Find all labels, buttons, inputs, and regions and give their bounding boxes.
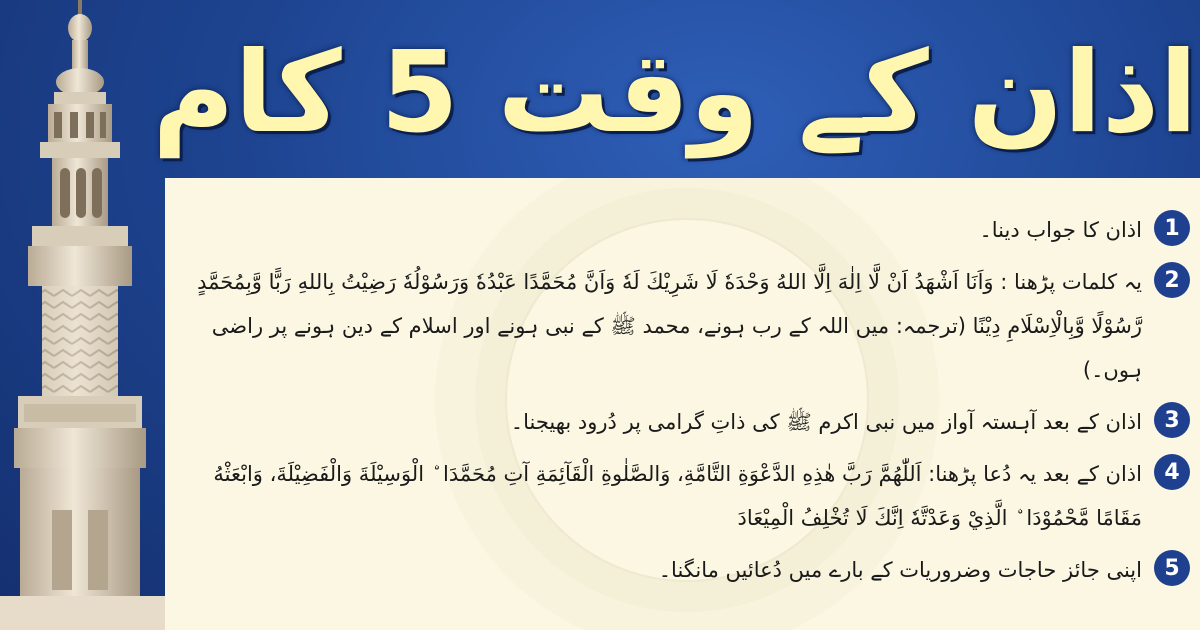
list-item bbox=[165, 208, 1200, 252]
item-text: اذان کے بعد یہ دُعا پڑھنا: اَللّٰهُمَّ رَبَّ هٰذِهِ الدَّعْوَةِ التَّامَّةِ، وَالصَّلٰوةِ الْقَآئِمَةِ آتِ مُحَمَّدَا ۨ الْوَسِيْلَةَ وَالْفَضِيْلَةَ، وَابْعَثْهُ مَقَامًا مَّحْمُوْدَا ۨ الَّذِيْ وَعَدْتَّهٗ اِنَّكَ لَا تُخْلِفُ الْمِيْعَادَ bbox=[213, 462, 1142, 530]
number-badge: 4 bbox=[1154, 454, 1190, 490]
list-item bbox=[165, 452, 1200, 540]
instructions-list bbox=[165, 208, 1200, 600]
minaret-illustration bbox=[0, 0, 165, 630]
number-badge: 5 bbox=[1154, 550, 1190, 586]
item-text: یہ کلمات پڑھنا : وَاَنَا اَشْهَدُ اَنْ لَّا اِلٰهَ اِلَّا اللهُ وَحْدَهٗ لَا شَرِيْكَ لَهٗ وَاَنَّ مُحَمَّدًا عَبْدُهٗ وَرَسُوْلُهٗ رَضِيْتُ بِاللهِ رَبًّا وَّبِمُحَمَّدٍ رَّسُوْلًا وَّبِالْاِسْلَامِ دِيْنًا (ترجمہ: میں اللہ کے رب ہونے، محمد ﷺ کے نبی ہونے اور اسلام کے دین ہونے پر راضی ہوں۔) bbox=[197, 270, 1142, 382]
item-text: اذان کے بعد آہستہ آواز میں نبی اکرم ﷺ کی ذاتِ گرامی پر دُرود بھیجنا۔ bbox=[510, 410, 1142, 434]
list-item bbox=[165, 260, 1200, 392]
page-title: اذان کے وقت 5 کام bbox=[152, 28, 1198, 158]
content-panel bbox=[165, 178, 1200, 630]
item-text: اپنی جائز حاجات وضروریات کے بارے میں دُعائیں مانگنا۔ bbox=[658, 558, 1142, 582]
number-badge: 1 bbox=[1154, 210, 1190, 246]
list-item bbox=[165, 400, 1200, 444]
number-badge: 3 bbox=[1154, 402, 1190, 438]
item-text: اذان کا جواب دینا۔ bbox=[979, 218, 1142, 242]
number-badge: 2 bbox=[1154, 262, 1190, 298]
list-item bbox=[165, 548, 1200, 592]
